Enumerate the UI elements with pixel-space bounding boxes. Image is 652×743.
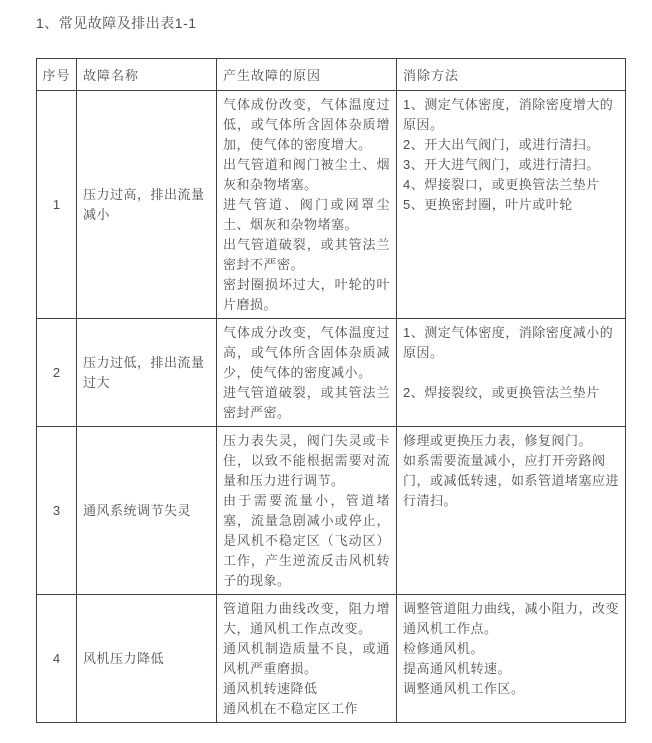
paragraph: 密封圈损坏过大，叶轮的叶片磨损。 xyxy=(223,277,390,312)
header-fault-name: 故障名称 xyxy=(77,59,217,91)
paragraph: 气体成份改变，气体温度过低，或气体所含固体杂质增加，使气体的密度增大。 xyxy=(223,97,390,152)
cell-fault-causes xyxy=(217,91,397,319)
table-row xyxy=(37,319,626,427)
paragraph: 2、焊接裂纹，或更换管法兰垫片 xyxy=(403,385,600,400)
table-row xyxy=(37,427,626,595)
cell-fault-name: 通风系统调节失灵 xyxy=(77,427,217,595)
fault-table-body xyxy=(37,91,626,723)
paragraph: 5、更换密封圈，叶片或叶轮 xyxy=(403,197,573,212)
cell-serial-number: 4 xyxy=(37,595,77,723)
cell-fault-name: 压力过低，排出流量过大 xyxy=(77,319,217,427)
cell-fix-methods xyxy=(397,91,626,319)
cell-fault-causes xyxy=(217,595,397,723)
paragraph: 2、开大出气阀门，或进行清扫。 xyxy=(403,137,600,152)
paragraph: 1、测定气体密度，消除密度减小的原因。 xyxy=(403,325,614,360)
header-fix-method: 消除方法 xyxy=(397,59,626,91)
table-row xyxy=(37,595,626,723)
paragraph: 调整通风机工作区。 xyxy=(403,681,525,696)
page-title: 1、常见故障及排出表1-1 xyxy=(36,15,197,31)
header-fault-cause: 产生故障的原因 xyxy=(217,59,397,91)
paragraph: 3、开大进气阀门，或进行清扫。 xyxy=(403,157,600,172)
header-serial-number: 序号 xyxy=(37,59,77,91)
table-header-row xyxy=(37,59,626,91)
paragraph: 由于需要流量小，管道堵塞，流量急剧减小或停止，是风机不稳定区（飞动区）工作，产生逆流反击风机转子的现象。 xyxy=(223,493,390,588)
paragraph: 调整管道阻力曲线，减小阻力，改变通风机工作点。 xyxy=(403,601,620,636)
paragraph: 管道阻力曲线改变，阻力增大，通风机工作点改变。 xyxy=(223,601,390,636)
paragraph: 压力表失灵，阀门失灵或卡住，以致不能根据需要对流量和压力进行调节。 xyxy=(223,433,390,488)
paragraph: 气体成分改变，气体温度过高，或气体所含固体杂质减少，使气体的密度减小。 xyxy=(223,325,390,380)
paragraph: 检修通风机。 xyxy=(403,641,485,656)
paragraph: 通风机制造质量不良，或通风机严重磨损。 xyxy=(223,641,390,676)
paragraph: 进气管道破裂，或其管法兰密封严密。 xyxy=(223,385,390,420)
paragraph: 出气管道破裂，或其管法兰密封不严密。 xyxy=(223,237,390,272)
fault-table xyxy=(36,58,626,723)
cell-fix-methods xyxy=(397,595,626,723)
cell-serial-number: 3 xyxy=(37,427,77,595)
paragraph: 修理或更换压力表，修复阀门。 xyxy=(403,433,593,448)
cell-fault-name: 风机压力降低 xyxy=(77,595,217,723)
paragraph: 通风机在不稳定区工作 xyxy=(223,701,359,716)
paragraph: 如系需要流量减小，应打开旁路阀门，或减低转速，如系管道堵塞应进行清扫。 xyxy=(403,453,620,508)
paragraph: 出气管道和阀门被尘土、烟灰和杂物堵塞。 xyxy=(223,157,390,192)
paragraph xyxy=(403,363,619,383)
paragraph: 进气管道、阀门或网罩尘土、烟灰和杂物堵塞。 xyxy=(223,197,390,232)
cell-serial-number: 2 xyxy=(37,319,77,427)
cell-fault-causes xyxy=(217,319,397,427)
paragraph: 1、测定气体密度，消除密度增大的原因。 xyxy=(403,97,614,132)
cell-fault-name: 压力过高，排出流量减小 xyxy=(77,91,217,319)
paragraph: 提高通风机转速。 xyxy=(403,661,512,676)
paragraph: 通风机转速降低 xyxy=(223,681,318,696)
cell-fix-methods xyxy=(397,427,626,595)
paragraph: 4、焊接裂口，或更换管法兰垫片 xyxy=(403,177,600,192)
cell-fault-causes xyxy=(217,427,397,595)
cell-serial-number: 1 xyxy=(37,91,77,319)
cell-fix-methods xyxy=(397,319,626,427)
table-row xyxy=(37,91,626,319)
